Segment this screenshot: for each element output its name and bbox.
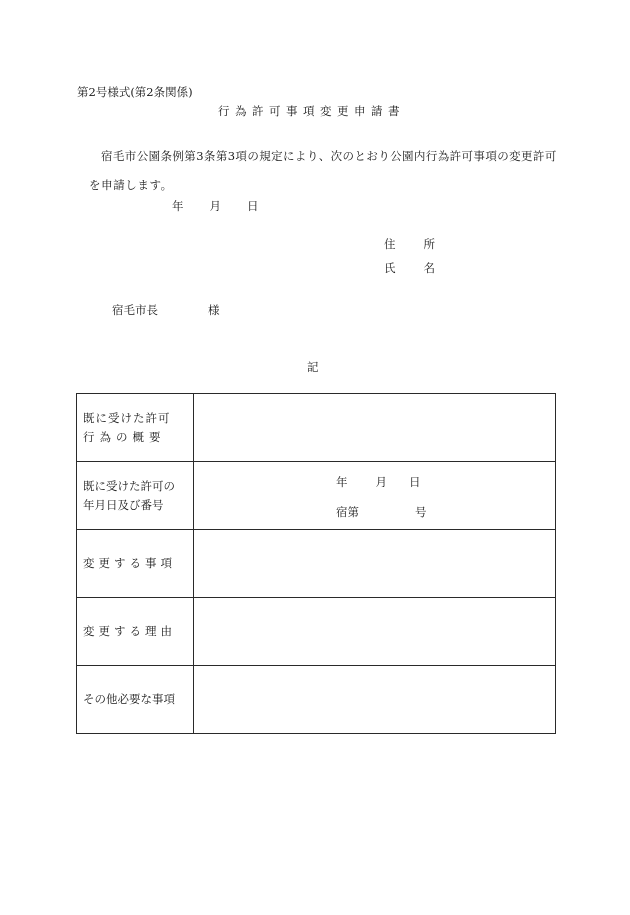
application-text-line2: を申請します。 xyxy=(89,178,173,192)
table-row xyxy=(77,530,556,598)
ki-heading: 記 xyxy=(307,360,319,374)
document-title: 行為許可事項変更申請書 xyxy=(218,104,405,118)
application-text-line1: 宿毛市公園条例第3条第3項の規定により、次のとおり公園内行為許可事項の変更許可 xyxy=(101,149,557,163)
table-row xyxy=(77,666,556,734)
table-row xyxy=(77,394,556,462)
row-label-previous-permit-date-number: 既に受けた許可の 年月日及び番号 xyxy=(77,462,194,530)
table-row xyxy=(77,462,556,530)
details-table xyxy=(76,393,556,734)
application-date xyxy=(172,198,259,214)
row-label-change-reason: 変更する理由 xyxy=(77,598,194,666)
address-label: 住 所 xyxy=(384,237,435,251)
form-number: 第2号様式(第2条関係) xyxy=(77,85,193,99)
row-label-previous-permit-summary: 既に受けた許可 行為の概要 xyxy=(77,394,194,462)
date-month-label: 月 xyxy=(209,199,221,213)
date-year-label: 年 xyxy=(172,199,184,213)
recipient-name: 宿毛市長 xyxy=(112,303,158,317)
table-row xyxy=(77,598,556,666)
value-change-reason[interactable] xyxy=(194,598,556,666)
value-previous-permit-date-number[interactable] xyxy=(194,462,556,530)
value-changed-items[interactable] xyxy=(194,530,556,598)
date-day-label: 日 xyxy=(247,199,259,213)
permit-date: 年 月 日 xyxy=(336,475,421,489)
value-previous-permit-summary[interactable] xyxy=(194,394,556,462)
value-other-items[interactable] xyxy=(194,666,556,734)
row-label-changed-items: 変更する事項 xyxy=(77,530,194,598)
recipient-honorific: 様 xyxy=(208,303,220,317)
row-label-other-items: その他必要な事項 xyxy=(77,666,194,734)
permit-number: 宿第 号 xyxy=(336,505,427,519)
name-label: 氏 名 xyxy=(384,261,435,275)
